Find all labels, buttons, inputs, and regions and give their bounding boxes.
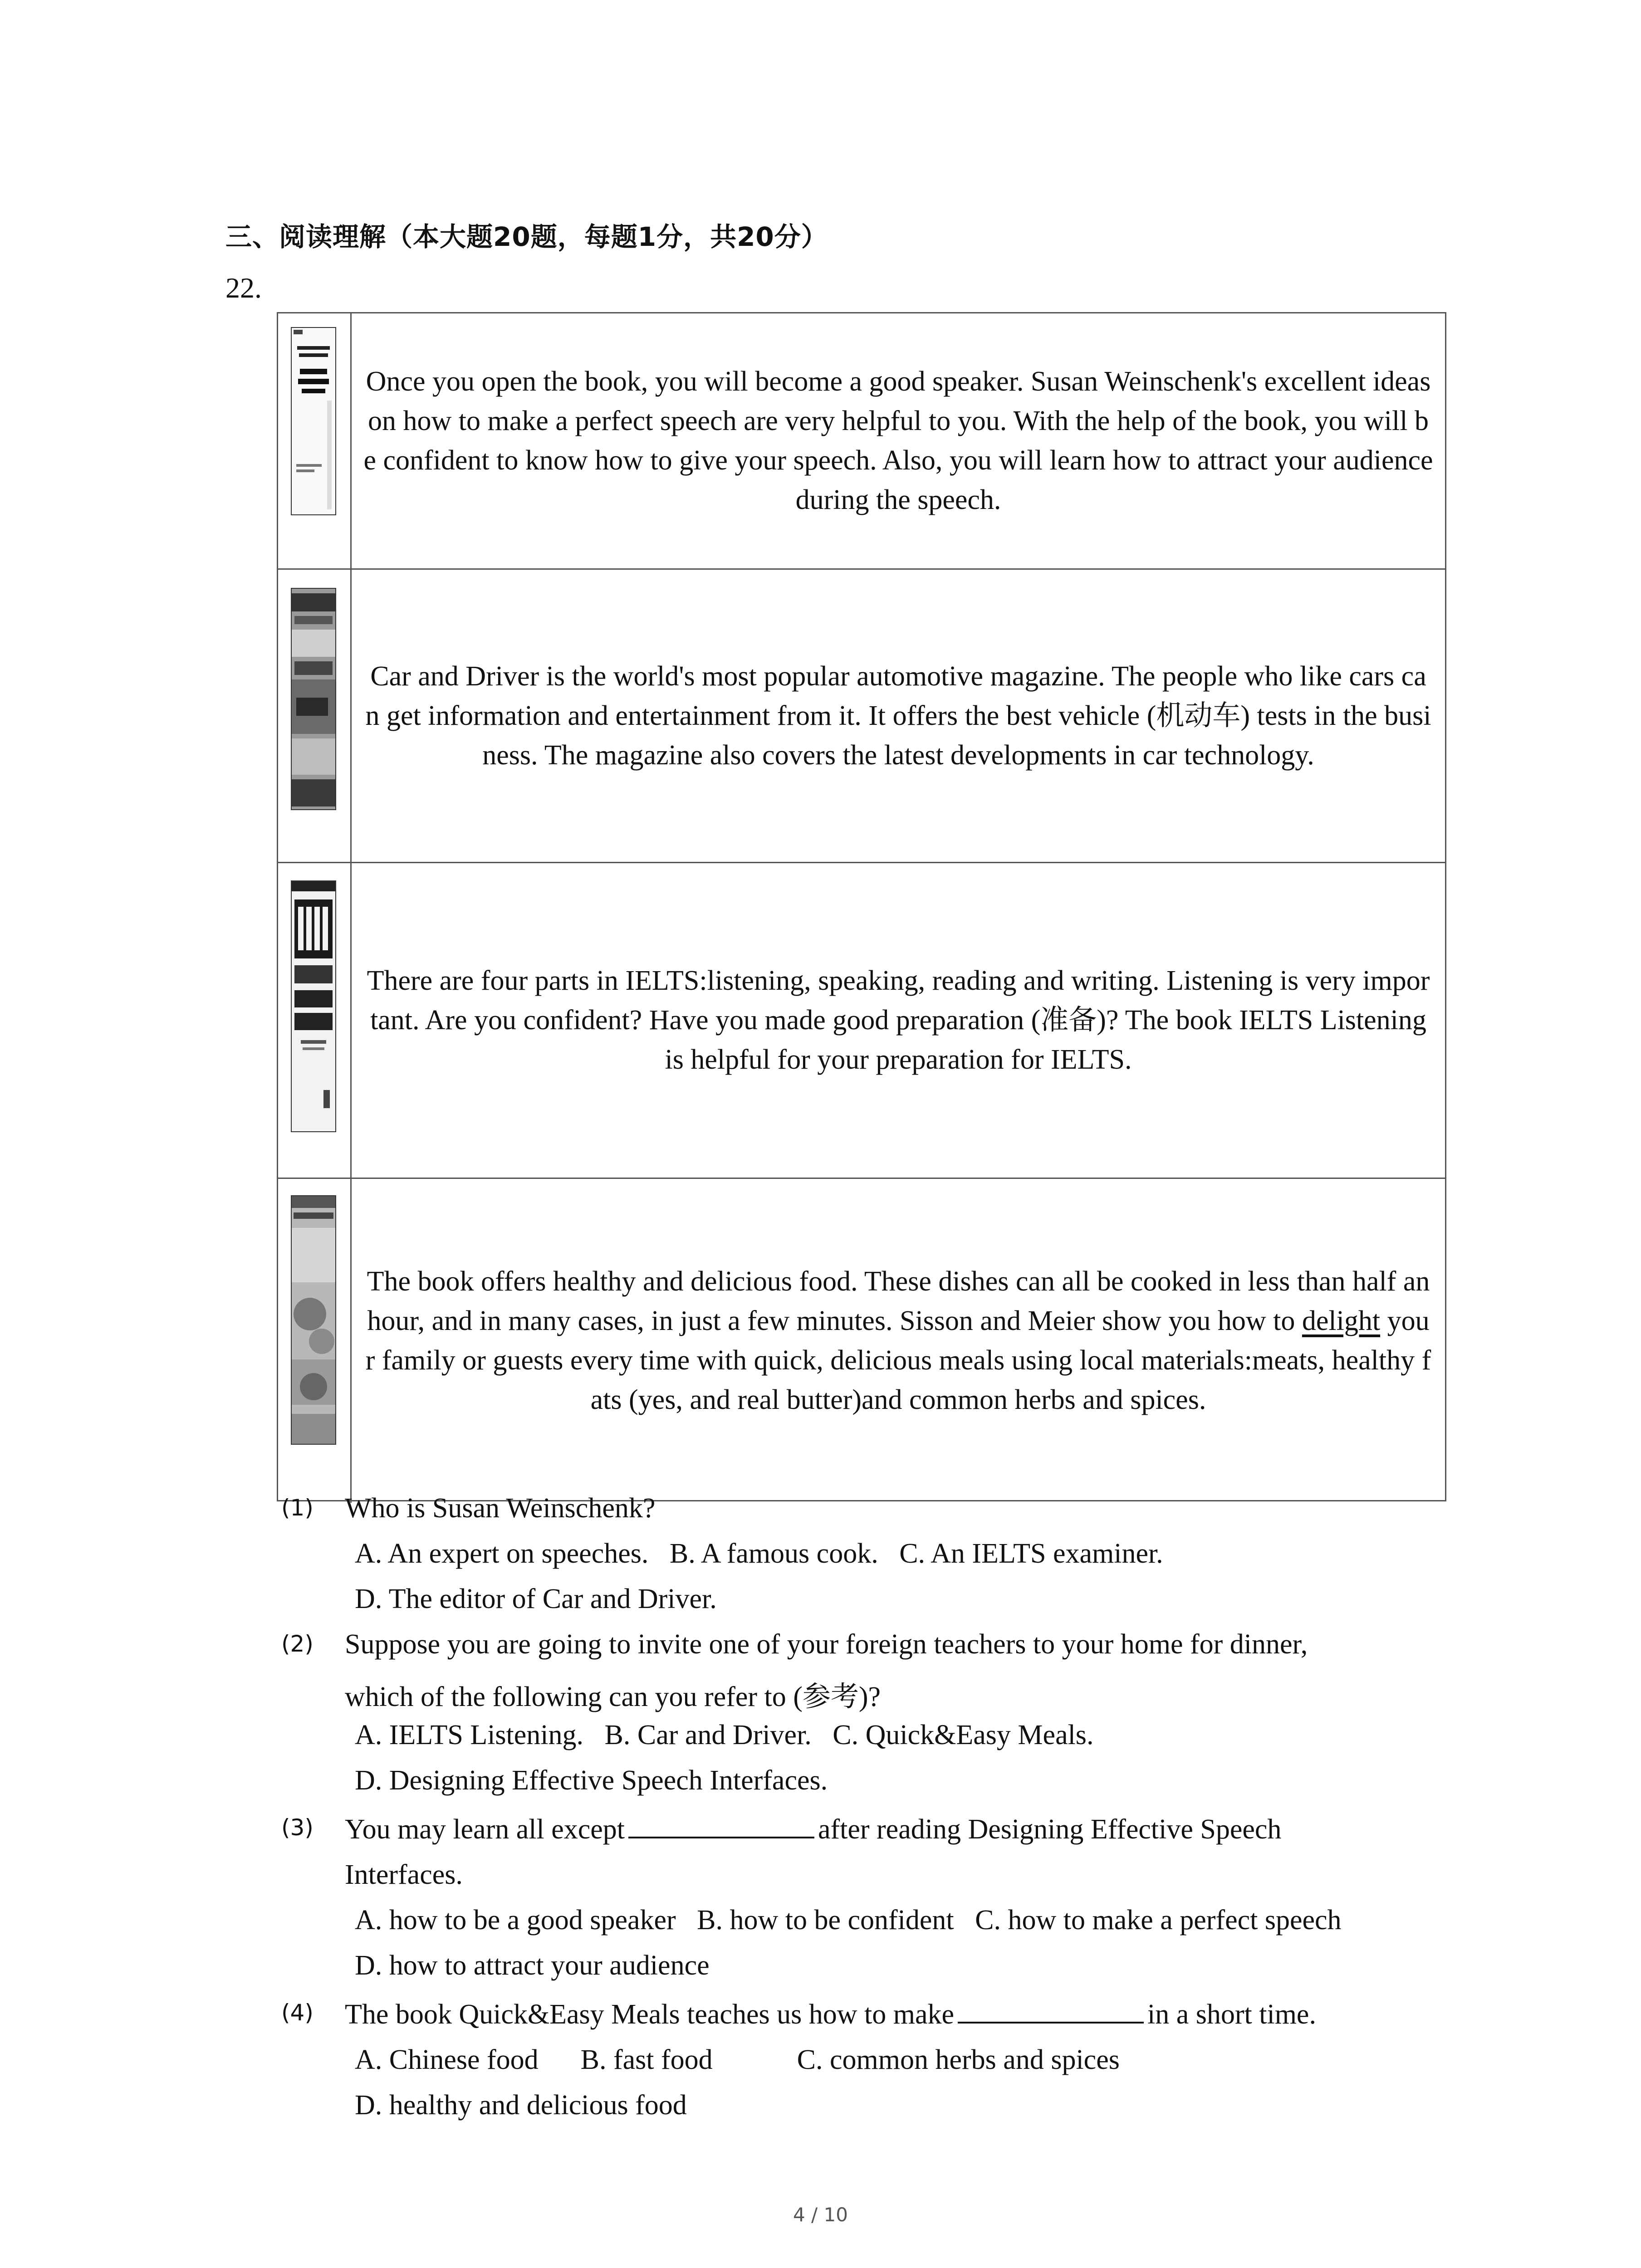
book-description-cell [352,863,1445,1178]
answer-blank [958,1999,1144,2024]
underlined-word: delight [1302,1305,1381,1336]
text-segment: your family or guests every time with quick, delicious meals using local materials:meats, healthy fats (yes, and real butter)and common herbs and spices. [365,1305,1431,1415]
page-number: 4 / 10 [793,2204,848,2226]
text-segment: The book offers healthy and delicious food. These dishes can all be cooked in less than half an hour, and in many cases, in just a few minutes. Sisson and Meier show you how to [367,1266,1430,1336]
subquestion-options: A. Chinese food B. fast food C. common herbs and spices [355,2044,1120,2075]
book-row [278,863,1445,1179]
cover-cell [278,570,352,862]
book-description: Once you open the book, you will become a good speaker. Susan Weinschenk's excellent ideas on how to make a perfect speech are very helpful to you. With the help of the book, you will be confident to know how to give your speech. Also, you will learn how to attract your audience during the speech. [363,366,1433,515]
subquestion-options: A. An expert on speeches. B. A famous cook. C. An IELTS examiner. [355,1538,1163,1569]
cover-cell [278,1179,352,1503]
book-cover-image [291,1195,336,1445]
book-table [277,312,1446,1501]
subquestion-stem [345,1999,1316,2031]
text-segment: after reading Designing Effective Speech [818,1814,1282,1845]
subquestion-options: D. how to attract your audience [355,1950,710,1981]
subquestion-number: (1) [281,1495,314,1521]
subquestion-stem: which of the following can you refer to (参考)? [345,1681,881,1712]
section-heading: 三、阅读理解（本大题20题，每题1分，共20分） [225,221,828,252]
book-row [278,313,1445,570]
text-segment: The book Quick&Easy Meals teaches us how to make [345,1999,954,2030]
book-description-cell [352,313,1445,568]
book-row [278,1179,1445,1503]
subquestion-number: (4) [281,1999,314,2026]
subquestion-stem: Interfaces. [345,1859,463,1890]
subquestion-options: A. IELTS Listening. B. Car and Driver. C. Quick&Easy Meals. [355,1720,1094,1750]
subquestion-stem [345,1813,1281,1846]
book-description-cell [352,1179,1445,1503]
book-row [278,570,1445,863]
book-description [363,1262,1433,1420]
book-description-cell [352,570,1445,862]
question-number: 22. [225,272,262,304]
cover-cell [278,863,352,1178]
subquestion-number: (2) [281,1631,314,1657]
subquestion-stem: Suppose you are going to invite one of your foreign teachers to your home for dinner, [345,1629,1308,1660]
book-cover-image [291,880,336,1132]
cover-cell [278,313,352,568]
answer-blank [628,1814,814,1838]
subquestion-number: (3) [281,1814,314,1841]
subquestion-stem: Who is Susan Weinschenk? [345,1493,656,1524]
text-segment: in a short time. [1147,1999,1316,2030]
book-description: There are four parts in IELTS:listening, speaking, reading and writing. Listening is very important. Are you confident? Have you made good preparation (准备)? The book IELTS Listening is helpful for your preparation for IELTS. [367,965,1430,1075]
subquestion-options: D. The editor of Car and Driver. [355,1584,717,1614]
subquestion-options: D. Designing Effective Speech Interfaces. [355,1765,828,1796]
text-segment: You may learn all except [345,1814,625,1845]
subquestion-options: A. how to be a good speaker B. how to be confident C. how to make a perfect speech [355,1905,1342,1936]
subquestion-options: D. healthy and delicious food [355,2090,687,2121]
book-cover-image [291,327,336,515]
book-cover-image [291,588,336,810]
book-description: Car and Driver is the world's most popular automotive magazine. The people who like cars can get information and entertainment from it. It offers the best vehicle (机动车) tests in the business. The magazine also covers the latest developments in car technology. [365,660,1431,771]
